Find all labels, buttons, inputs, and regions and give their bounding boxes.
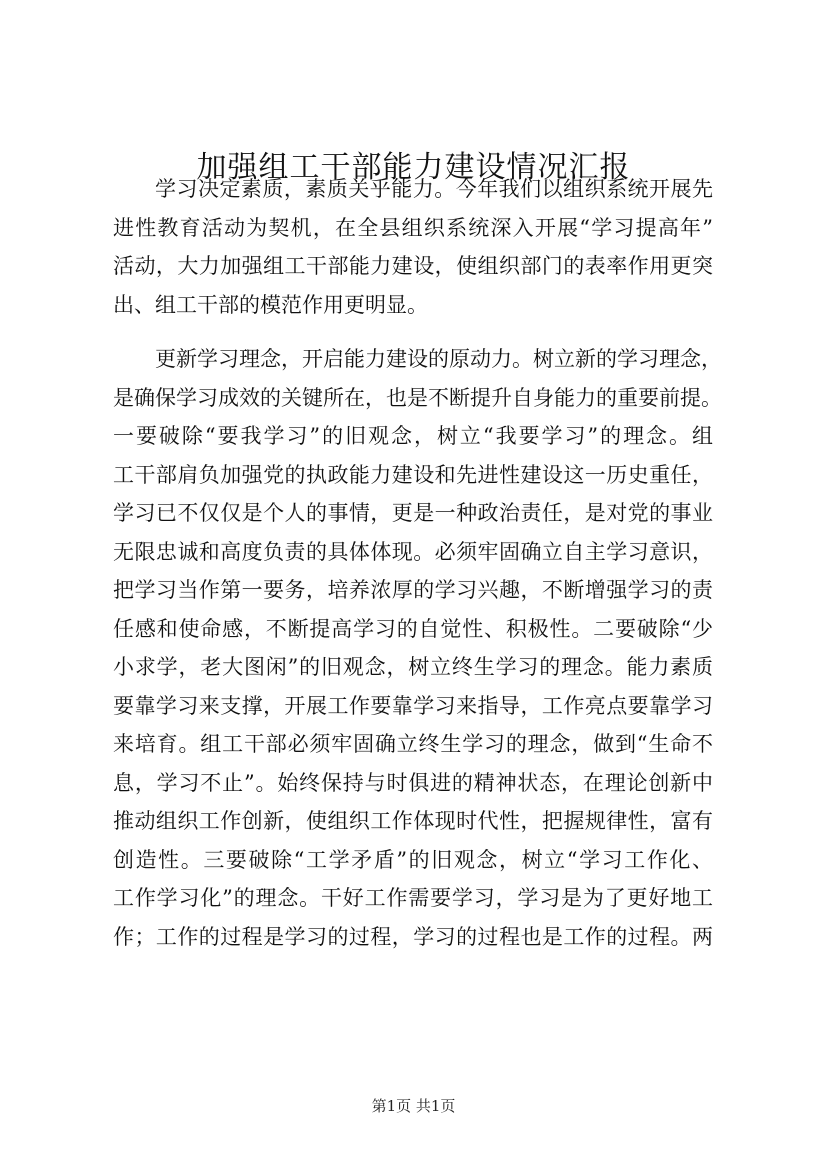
paragraph-2-line-3: 一要破除“要我学习”的旧观念，树立“我要学习”的理念。组 (113, 424, 713, 448)
paragraph-2-line-4: 工干部肩负加强党的执政能力建设和先进性建设这一历史重任， (113, 462, 713, 487)
document-body (113, 170, 722, 956)
paragraph-2-line-7: 把学习当作第一要务，培养浓厚的学习兴趣，不断增强学习的责 (113, 578, 713, 602)
paragraph-2-line-9: 小求学，老大图闲”的旧观念，树立终生学习的理念。能力素质 (113, 655, 713, 679)
page-number: 第1页 共1页 (371, 1097, 456, 1115)
paragraph-2-line-2: 是确保学习成效的关键所在，也是不断提升自身能力的重要前提。 (113, 385, 722, 410)
paragraph-2-line-11: 来培育。组工干部必须牢固确立终生学习的理念，做到“生命不 (113, 732, 713, 756)
paragraph-2-line-10: 要靠学习来支撑，开展工作要靠学习来指导，工作亮点要靠学习 (113, 693, 713, 718)
paragraph-2-line-6: 无限忠诚和高度负责的具体体现。必须牢固确立自主学习意识， (113, 539, 713, 564)
paragraph-1-line-4: 出、组工干部的模范作用更明显。 (113, 292, 428, 317)
paragraph-2-line-13: 推动组织工作创新，使组织工作体现时代性，把握规律性，富有 (113, 809, 713, 833)
paragraph-2-line-12: 息，学习不止”。始终保持与时俱进的精神状态，在理论创新中 (113, 770, 713, 795)
paragraph-1-line-1: 学习决定素质，素质关乎能力。今年我们以组织系统开展先 (155, 177, 713, 201)
paragraph-2-line-8: 任感和使命感，不断提高学习的自觉性、积极性。二要破除“少 (113, 616, 713, 641)
paragraph-1-line-3: 活动，大力加强组工干部能力建设，使组织部门的表率作用更突 (113, 254, 713, 278)
paragraph-1-line-2: 进性教育活动为契机，在全县组织系统深入开展“学习提高年” (113, 215, 713, 240)
paragraph-2-line-14: 创造性。三要破除“工学矛盾”的旧观念，树立“学习工作化、 (113, 847, 713, 872)
paragraph-2-line-16: 作；工作的过程是学习的过程，学习的过程也是工作的过程。两 (113, 924, 713, 949)
paragraph-2-line-1: 更新学习理念，开启能力建设的原动力。树立新的学习理念， (155, 347, 722, 371)
paragraph-2-line-5: 学习已不仅仅是个人的事情，更是一种政治责任，是对党的事业 (113, 501, 713, 525)
document-title: 加强组工干部能力建设情况汇报 (196, 150, 631, 185)
paragraph-2-line-15: 工作学习化”的理念。干好工作需要学习，学习是为了更好地工 (113, 886, 713, 910)
